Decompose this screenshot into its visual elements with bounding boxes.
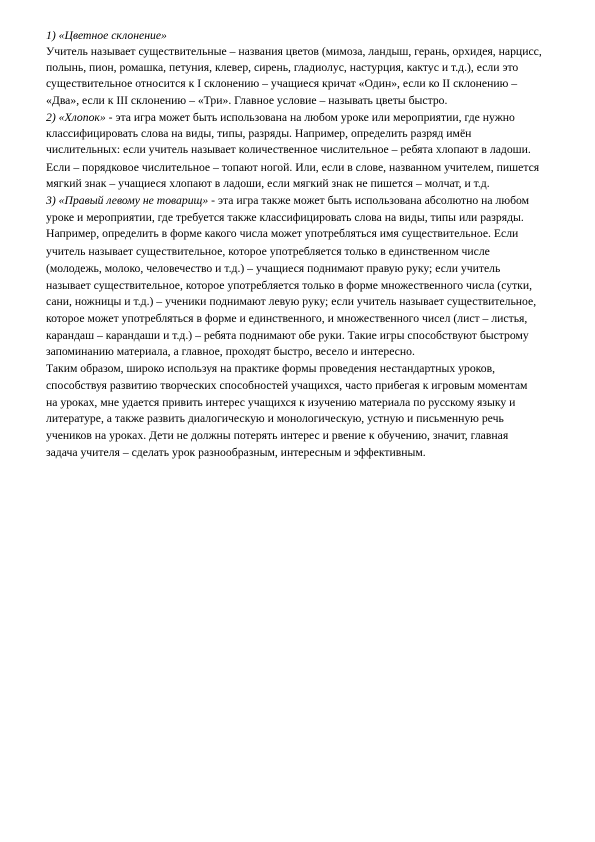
section2-line: мягкий знак – учащиеся хлопают в ладоши, если мягкий знак не пишется – молчат, и т.д.: [46, 177, 490, 190]
section1-line: «Два», если к III склонению – «Три». Главное условие – называть цветы быстро.: [46, 94, 448, 107]
section3-line: уроке и мероприятии, где требуется также классифицировать слова на виды, типы или разряды.: [46, 211, 524, 224]
section3-line: называет существительное, которое употребляется только в форме множественного числа (сутки,: [46, 279, 533, 292]
conclusion-line: учеников на уроках. Дети не должны потерять интерес и рвение к обучению, значит, главная: [46, 429, 509, 442]
section1-line: Учитель называет существительные – названия цветов (мимоза, ландыш, герань, орхидея, нарцисс,: [46, 45, 542, 58]
conclusion-line: на уроках, мне удается привить интерес учащихся к изучению материала по русскому языку и: [46, 396, 516, 409]
section2-line: Если – порядковое числительное – топают ногой. Или, если в слове, названном учителем, пишется: [46, 161, 540, 174]
section3-line: учитель называет существительное, которое употребляется только в единственном числе: [46, 245, 490, 258]
section3-first-line: [46, 193, 529, 209]
conclusion-line: Таким образом, широко используя на практике формы проведения нестандартных уроков,: [46, 362, 496, 375]
section1-line: существительное относится к I склонению – учащиеся кричат «Один», если ко II склонению –: [46, 77, 518, 90]
section1-heading: 1) «Цветное склонение»: [46, 29, 167, 42]
conclusion-line: литературе, а также развить диалогическую и монологическую, устную и письменную речь: [46, 412, 504, 425]
section2-line: числительных: если учитель называет количественное числительное – ребята хлопают в ладоши.: [46, 143, 531, 156]
section2-line: классифицировать слова на виды, типы, разряды. Например, определить разряд имён: [46, 127, 472, 140]
conclusion-line: задача учителя – сделать урок разнообразным, интересным и эффективным.: [46, 446, 426, 459]
section3-heading: 3) «Правый левому не товарищ»: [46, 194, 209, 207]
conclusion-line: способствуя развитию творческих способностей учащихся, часто прибегая к игровым моментам: [46, 379, 528, 392]
section2-first-line-text: - эта игра может быть использована на любом уроке или мероприятии, где нужно: [105, 111, 515, 124]
section1-line: полынь, пион, ромашка, петуния, клевер, сирень, гладиолус, настурция, кактус и т.д.), если это: [46, 61, 519, 74]
section3-line: карандаш – карандаши и т.д.) – ребята поднимают обе руки. Такие игры способствуют быстрому: [46, 329, 529, 342]
section3-line: запоминанию материала, а главное, проходят быстро, весело и интересно.: [46, 345, 415, 358]
section3-line: Например, определить в форме какого числа может употребляться имя существительное. Если: [46, 227, 519, 240]
section2-heading: 2) «Хлопок»: [46, 111, 106, 124]
section2-first-line: [46, 110, 515, 126]
section3-line: (молодежь, молоко, человечество и т.д.) – учащиеся поднимают правую руку; если учитель: [46, 262, 501, 275]
section3-line: сани, ножницы и т.д.) – ученики поднимают левую руку; если учитель называет существительное,: [46, 295, 537, 308]
section3-line: которое может употребляться в форме и единственного, и множественного чисел (лист – листья,: [46, 312, 528, 325]
section3-first-line-text: - эта игра также может быть использована абсолютно на любом: [208, 194, 530, 207]
